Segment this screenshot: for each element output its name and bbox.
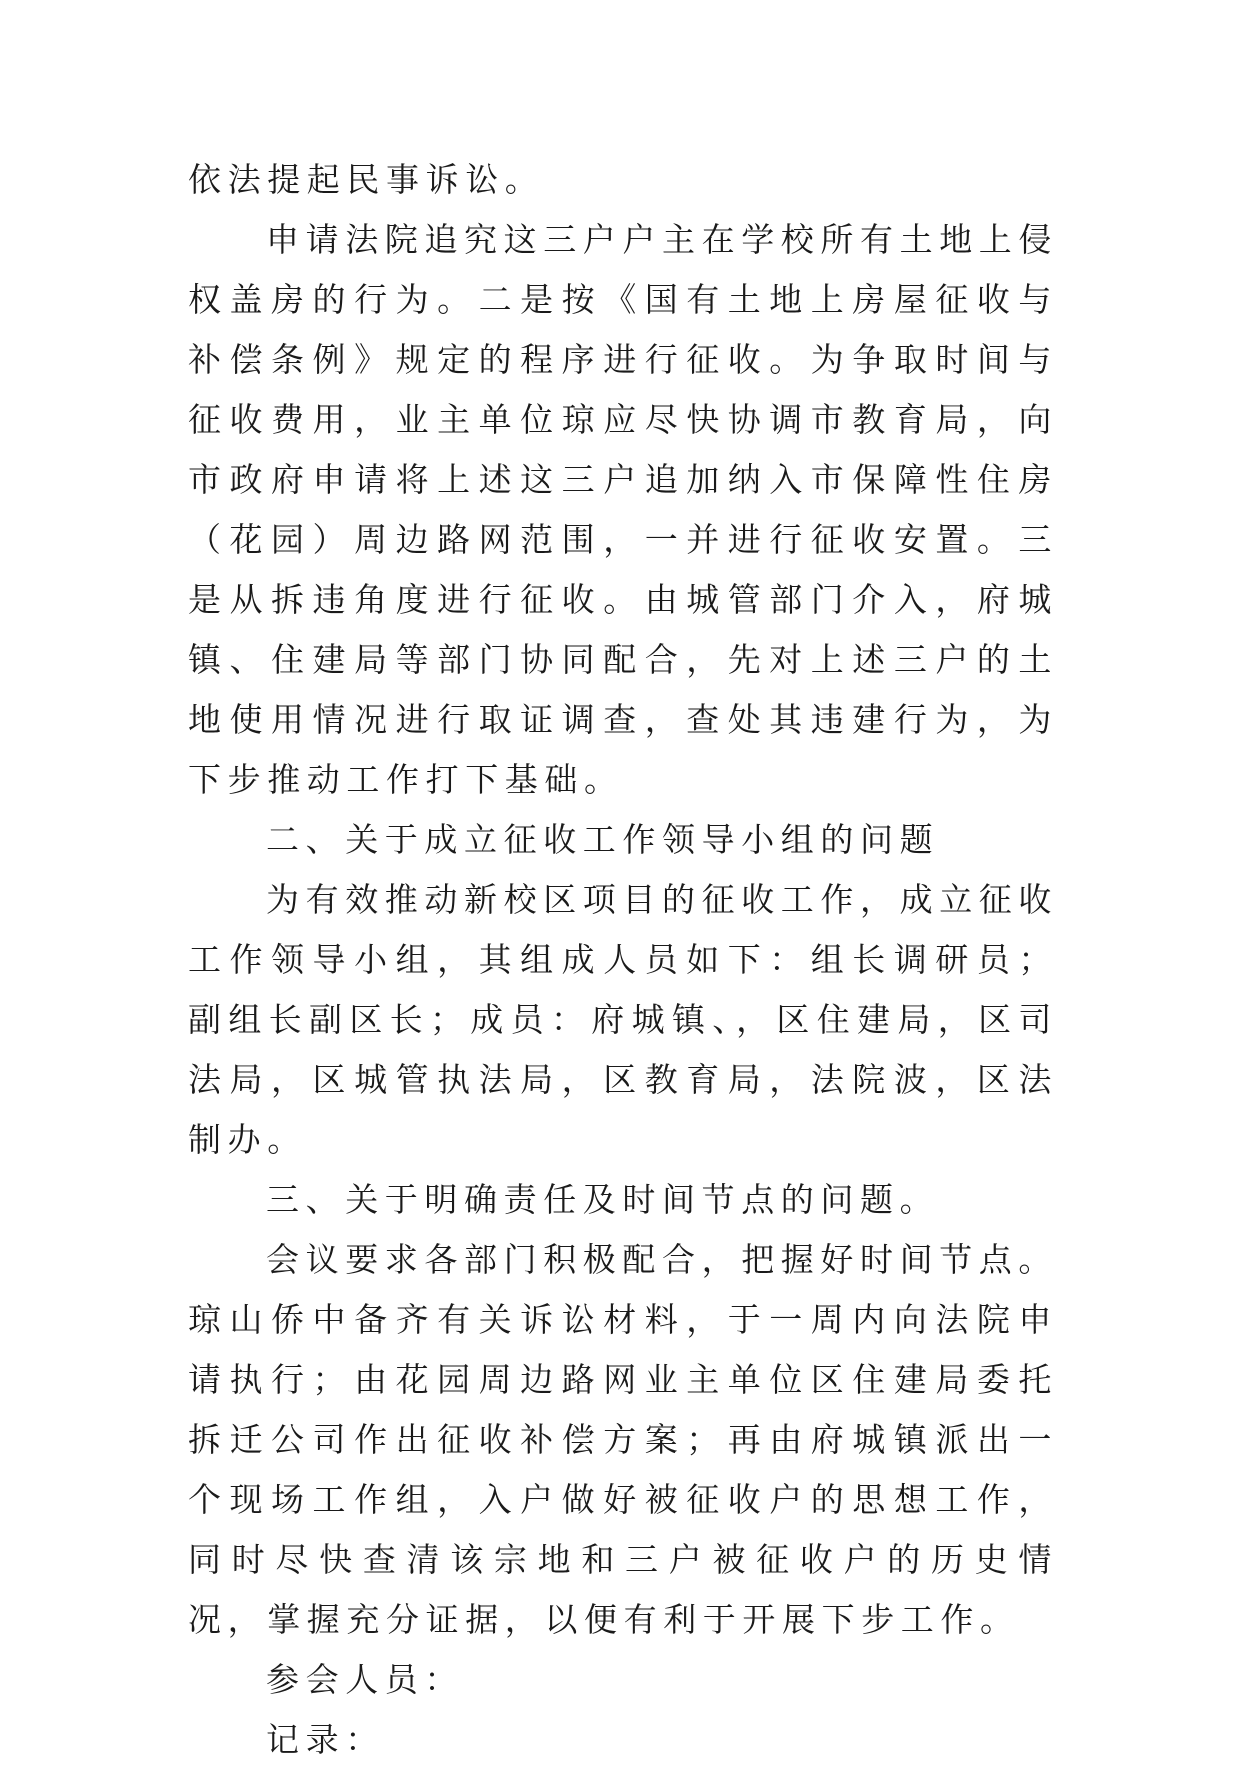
paragraph-meeting-requirements: 会议要求各部门积极配合，把握好时间节点。琼山侨中备齐有关诉讼材料，于一周内向法院申请执行；由花园周边路网业主单位区住建局委托拆迁公司作出征收补偿方案；再由府城镇派出一个现场工作组，入户做好被征收户的思想工作，同时尽快查清该宗地和三户被征收户的历史情况，掌握充分证据，以便有利于开展下步工作。 bbox=[188, 1240, 1058, 1639]
section-heading-leadership-group: 二、关于成立征收工作领导小组的问题 bbox=[266, 820, 940, 859]
paragraph-leadership-group: 为有效推动新校区项目的征收工作，成立征收工作领导小组，其组成人员如下：组长调研员；副组长副区长；成员：府城镇、，区住建局，区司法局，区城管执法局，区教育局，法院波，区法制办。 bbox=[188, 880, 1058, 1159]
recorder-label: 记录： bbox=[266, 1720, 385, 1759]
section-heading-responsibilities: 三、关于明确责任及时间节点的问题。 bbox=[266, 1180, 940, 1219]
document-body bbox=[188, 150, 1058, 1770]
paragraph-continuation: 依法提起民事诉讼。 bbox=[188, 160, 545, 199]
attendees-label: 参会人员： bbox=[266, 1660, 464, 1699]
paragraph-court-pursuit: 申请法院追究这三户户主在学校所有土地上侵权盖房的行为。二是按《国有土地上房屋征收与补偿条例》规定的程序进行征收。为争取时间与征收费用，业主单位琼应尽快协调市教育局，向市政府申请将上述这三户追加纳入市保障性住房（花园）周边路网范围，一并进行征收安置。三是从拆违角度进行征收。由城管部门介入，府城镇、住建局等部门协同配合，先对上述三户的土地使用情况进行取证调查，查处其违建行为，为下步推动工作打下基础。 bbox=[188, 220, 1058, 799]
